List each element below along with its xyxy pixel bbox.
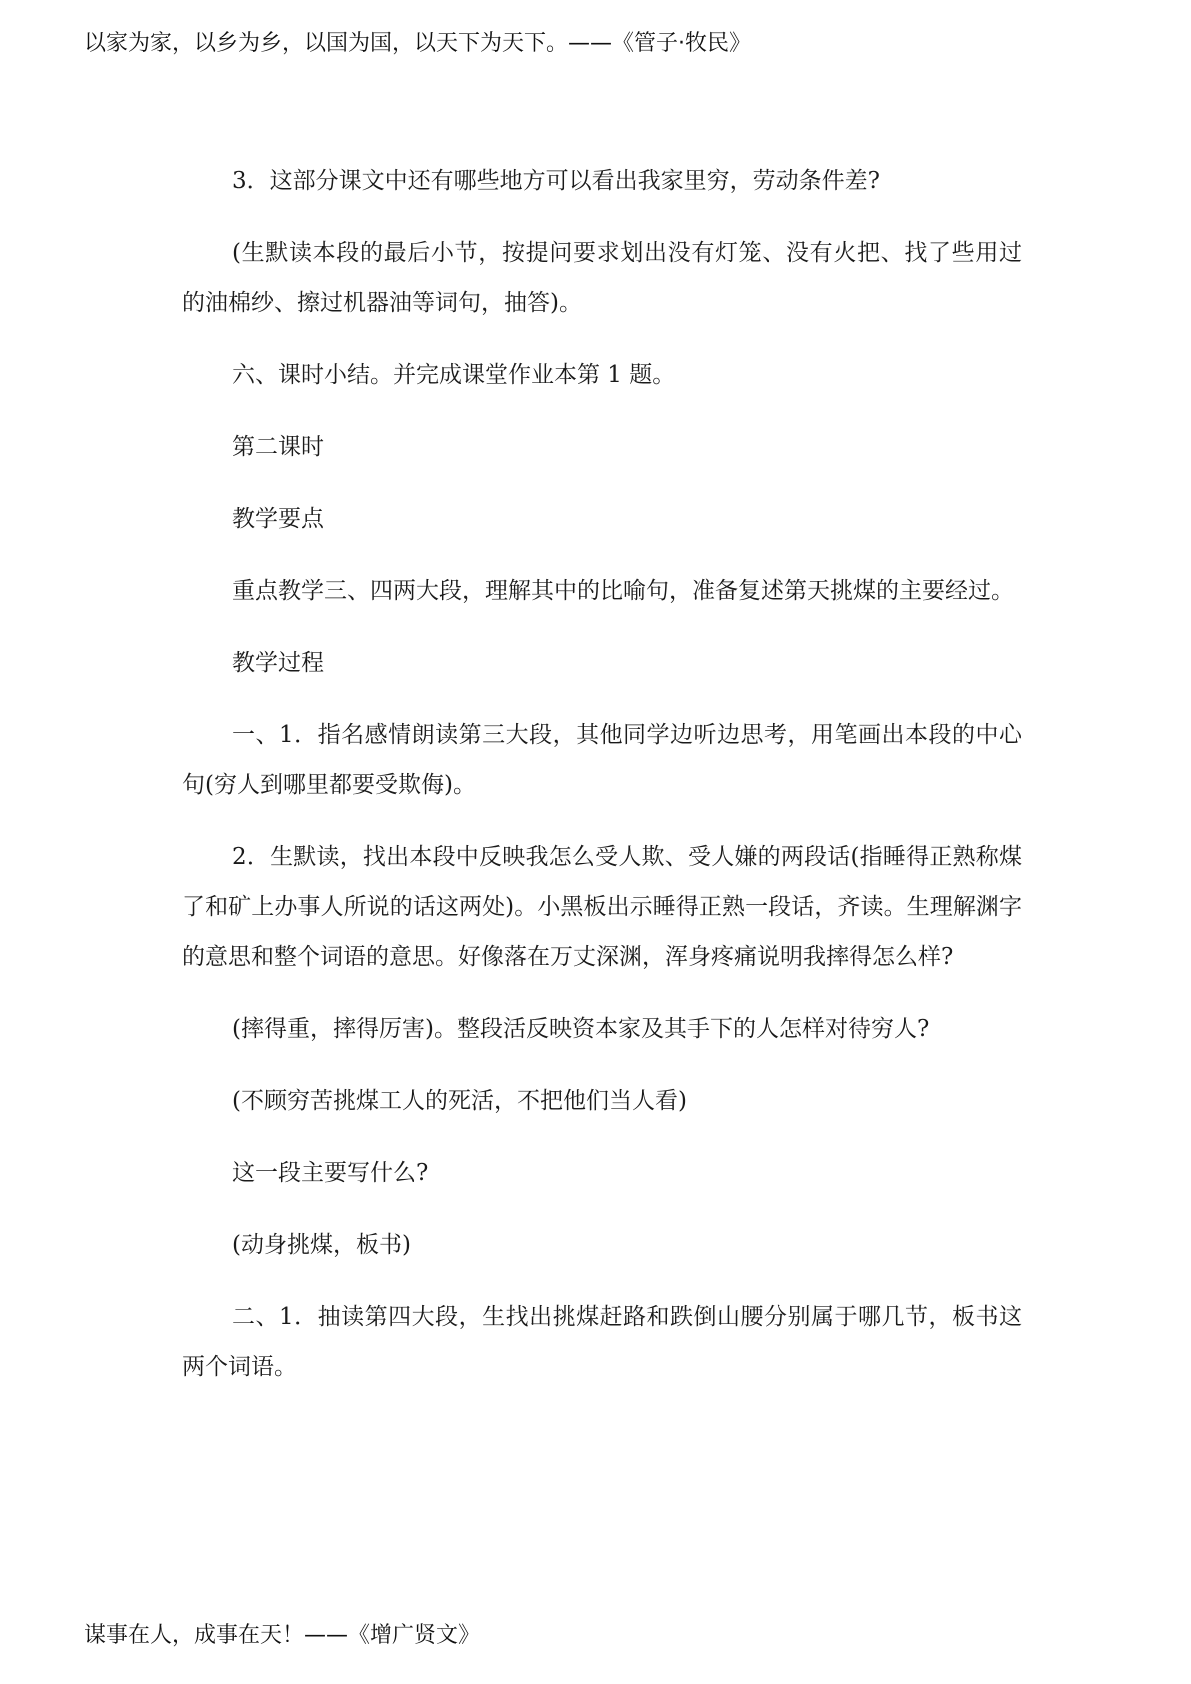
section-title: 第二课时 [232,434,324,460]
footer-quote: 谋事在人，成事在天！——《增广贤文》 [84,1623,481,1648]
paragraph: (动身挑煤，板书) [232,1232,411,1258]
header-quote: 以家为家，以乡为乡，以国为国，以天下为天下。——《管子·牧民》 [84,31,751,56]
paragraph: 一、1．指名感情朗读第三大段，其他同学边听边思考，用笔画出本段的中心句(穷人到哪里都要受欺侮)。 [182,722,1022,798]
paragraph: 六、课时小结。并完成课堂作业本第 1 题。 [232,362,676,388]
section-heading: 教学要点 [232,506,324,532]
paragraph: 2．生默读，找出本段中反映我怎么受人欺、受人嫌的两段话(指睡得正熟称煤了和矿上办事人所说的话这两处)。小黑板出示睡得正熟一段话，齐读。生理解渊字的意思和整个词语的意思。好像落在万丈深渊，浑身疼痛说明我摔得怎么样? [182,844,1022,970]
paragraph: (摔得重，摔得厉害)。整段活反映资本家及其手下的人怎样对待穷人? [232,1016,930,1042]
paragraph: (生默读本段的最后小节，按提问要求划出没有灯笼、没有火把、找了些用过的油棉纱、擦过机器油等词句，抽答)。 [182,240,1022,316]
section-heading: 教学过程 [232,650,324,676]
paragraph: 二、1．抽读第四大段，生找出挑煤赶路和跌倒山腰分别属于哪几节，板书这两个词语。 [182,1304,1022,1380]
paragraph: (不顾穷苦挑煤工人的死活，不把他们当人看) [232,1088,687,1114]
paragraph: 这一段主要写什么? [232,1160,429,1186]
body-text [182,156,1022,1414]
paragraph: 重点教学三、四两大段，理解其中的比喻句，准备复述第天挑煤的主要经过。 [232,578,1014,604]
paragraph: 3．这部分课文中还有哪些地方可以看出我家里穷，劳动条件差? [232,168,880,194]
